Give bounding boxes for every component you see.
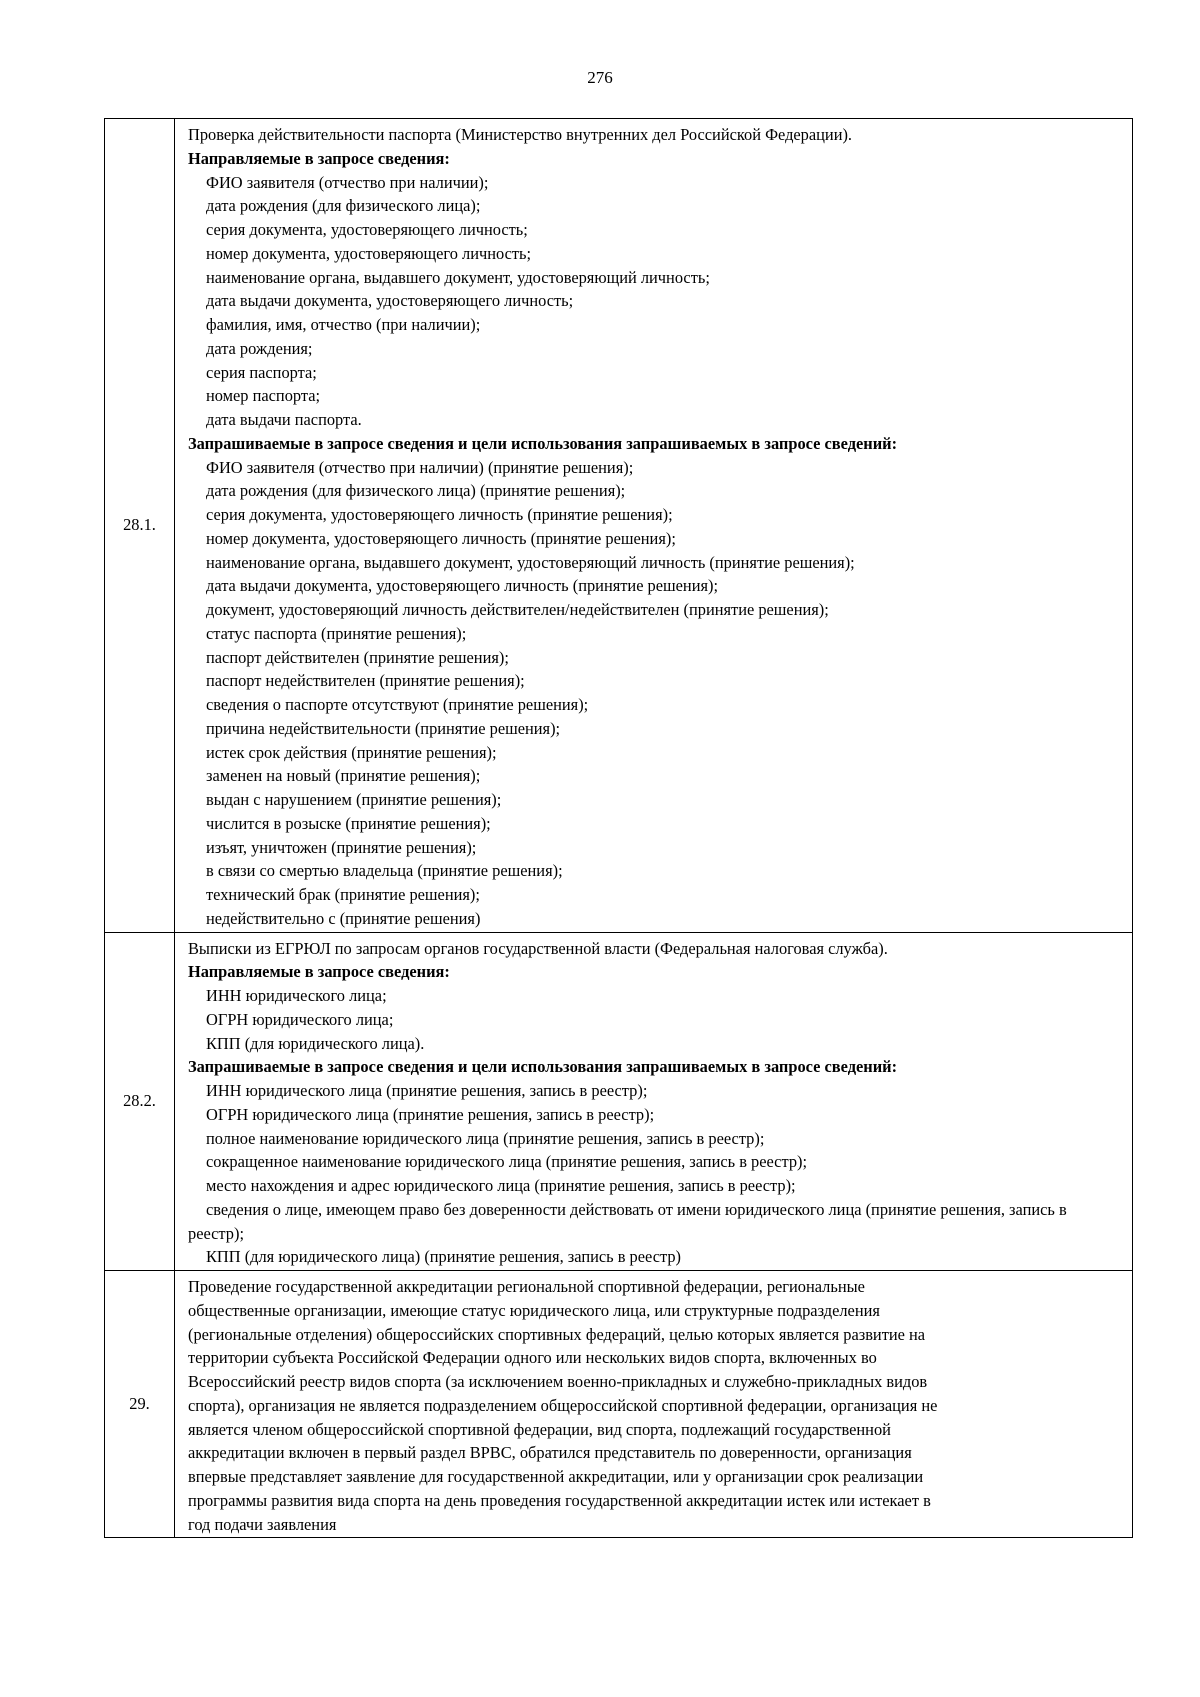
list-item: дата рождения;	[206, 338, 313, 358]
row-number: 28.2.	[105, 932, 175, 1271]
list-item: полное наименование юридического лица (принятие решения, запись в реестр);	[206, 1128, 765, 1148]
list-item: ФИО заявителя (отчество при наличии) (принятие решения);	[206, 457, 634, 477]
section-heading: Запрашиваемые в запросе сведения и цели использования запрашиваемых в запросе сведений:	[188, 433, 898, 453]
list-item: паспорт действителен (принятие решения);	[206, 647, 509, 667]
list-item: дата выдачи паспорта.	[206, 410, 362, 429]
list-item: документ, удостоверяющий личность действителен/недействителен (принятие решения);	[206, 600, 829, 619]
list-item: изъят, уничтожен (принятие решения);	[206, 837, 477, 857]
list-item: в связи со смертью владельца (принятие решения);	[206, 861, 563, 881]
list-item: заменен на новый (принятие решения);	[206, 766, 481, 786]
row-content	[175, 1271, 1133, 1538]
content-line: программы развития вида спорта на день проведения государственной аккредитации истек или истекает в	[188, 1490, 931, 1510]
content-line: Проверка действительности паспорта (Министерство внутренних дел Российской Федерации).	[188, 125, 853, 144]
list-item: номер паспорта;	[206, 386, 321, 406]
list-item: место нахождения и адрес юридического лица (принятие решения, запись в реестр);	[206, 1176, 796, 1195]
content-line: общественные организации, имеющие статус юридического лица, или структурные подразделения	[188, 1300, 880, 1320]
list-item: истек срок действия (принятие решения);	[206, 742, 497, 762]
content-line: является членом общероссийской спортивной федерации, вид спорта, подлежащий государственной	[188, 1419, 891, 1439]
list-item: КПП (для юридического лица).	[206, 1033, 425, 1053]
content-line: (региональные отделения) общероссийских спортивных федераций, целью которых является развитие на	[188, 1324, 926, 1344]
content-line: аккредитации включен в первый раздел ВРВС, обратился представитель по доверенности, организация	[188, 1443, 912, 1463]
list-item: технический брак (принятие решения);	[206, 885, 480, 904]
list-item: номер документа, удостоверяющего личность (принятие решения);	[206, 528, 676, 548]
list-item: наименование органа, выдавшего документ, удостоверяющий личность;	[206, 267, 710, 287]
list-item: сведения о паспорте отсутствуют (принятие решения);	[206, 695, 589, 714]
row-number: 28.1.	[105, 119, 175, 933]
table-row	[105, 932, 1133, 1271]
list-item: дата рождения (для физического лица) (принятие решения);	[206, 481, 626, 501]
section-heading: Запрашиваемые в запросе сведения и цели использования запрашиваемых в запросе сведений:	[188, 1057, 898, 1077]
list-item: ФИО заявителя (отчество при наличии);	[206, 172, 489, 192]
content-line: Проведение государственной аккредитации региональной спортивной федерации, региональные	[188, 1277, 865, 1296]
table-row	[105, 119, 1133, 933]
list-item: серия паспорта;	[206, 362, 317, 382]
content-line: территории субъекта Российской Федерации одного или нескольких видов спорта, включенных во	[188, 1348, 877, 1368]
list-item: выдан с нарушением (принятие решения);	[206, 790, 502, 809]
row-number: 29.	[105, 1271, 175, 1538]
list-item: ИНН юридического лица;	[206, 986, 387, 1005]
list-item: дата рождения (для физического лица);	[206, 196, 481, 216]
list-item: КПП (для юридического лица) (принятие решения, запись в реестр)	[206, 1247, 681, 1267]
list-item: паспорт недействителен (принятие решения);	[206, 671, 525, 691]
page-number: 276	[587, 68, 613, 87]
section-heading: Направляемые в запросе сведения:	[188, 962, 450, 982]
list-item: фамилия, имя, отчество (при наличии);	[206, 315, 481, 334]
list-item: причина недействительности (принятие решения);	[206, 718, 561, 738]
list-item: недействительно с (принятие решения)	[206, 908, 481, 928]
list-item: наименование органа, выдавшего документ, удостоверяющий личность (принятие решения);	[206, 552, 855, 572]
content-line: впервые представляет заявление для государственной аккредитации, или у организации срок реализации	[188, 1467, 924, 1486]
content-line: спорта), организация не является подразделением общероссийской спортивной федерации, организация не	[188, 1395, 938, 1415]
content-line: Выписки из ЕГРЮЛ по запросам органов государственной власти (Федеральная налоговая служба).	[188, 938, 888, 958]
section-heading: Направляемые в запросе сведения:	[188, 148, 450, 168]
list-item: ИНН юридического лица (принятие решения, запись в реестр);	[206, 1081, 648, 1100]
list-item: серия документа, удостоверяющего личность;	[206, 220, 528, 239]
content-line: год подачи заявления	[188, 1514, 337, 1534]
list-item: числится в розыске (принятие решения);	[206, 813, 491, 833]
row-content	[175, 932, 1133, 1271]
table-row	[105, 1271, 1133, 1538]
list-item: ОГРН юридического лица (принятие решения, запись в реестр);	[206, 1104, 655, 1124]
list-item: сокращенное наименование юридического лица (принятие решения, запись в реестр);	[206, 1152, 808, 1172]
list-item: дата выдачи документа, удостоверяющего личность (принятие решения);	[206, 576, 719, 596]
row-content	[175, 119, 1133, 933]
list-item: сведения о лице, имеющем право без доверенности действовать от имени юридического лица (принятие решения, запись в реестр);	[188, 1199, 1067, 1243]
list-item: дата выдачи документа, удостоверяющего личность;	[206, 291, 574, 311]
list-item: номер документа, удостоверяющего личность;	[206, 243, 532, 263]
list-item: ОГРН юридического лица;	[206, 1009, 394, 1029]
list-item: статус паспорта (принятие решения);	[206, 623, 467, 643]
content-line: Всероссийский реестр видов спорта (за исключением военно-прикладных и служебно-прикладных видов	[188, 1372, 928, 1391]
list-item: серия документа, удостоверяющего личность (принятие решения);	[206, 505, 673, 524]
services-table	[104, 118, 1133, 1538]
